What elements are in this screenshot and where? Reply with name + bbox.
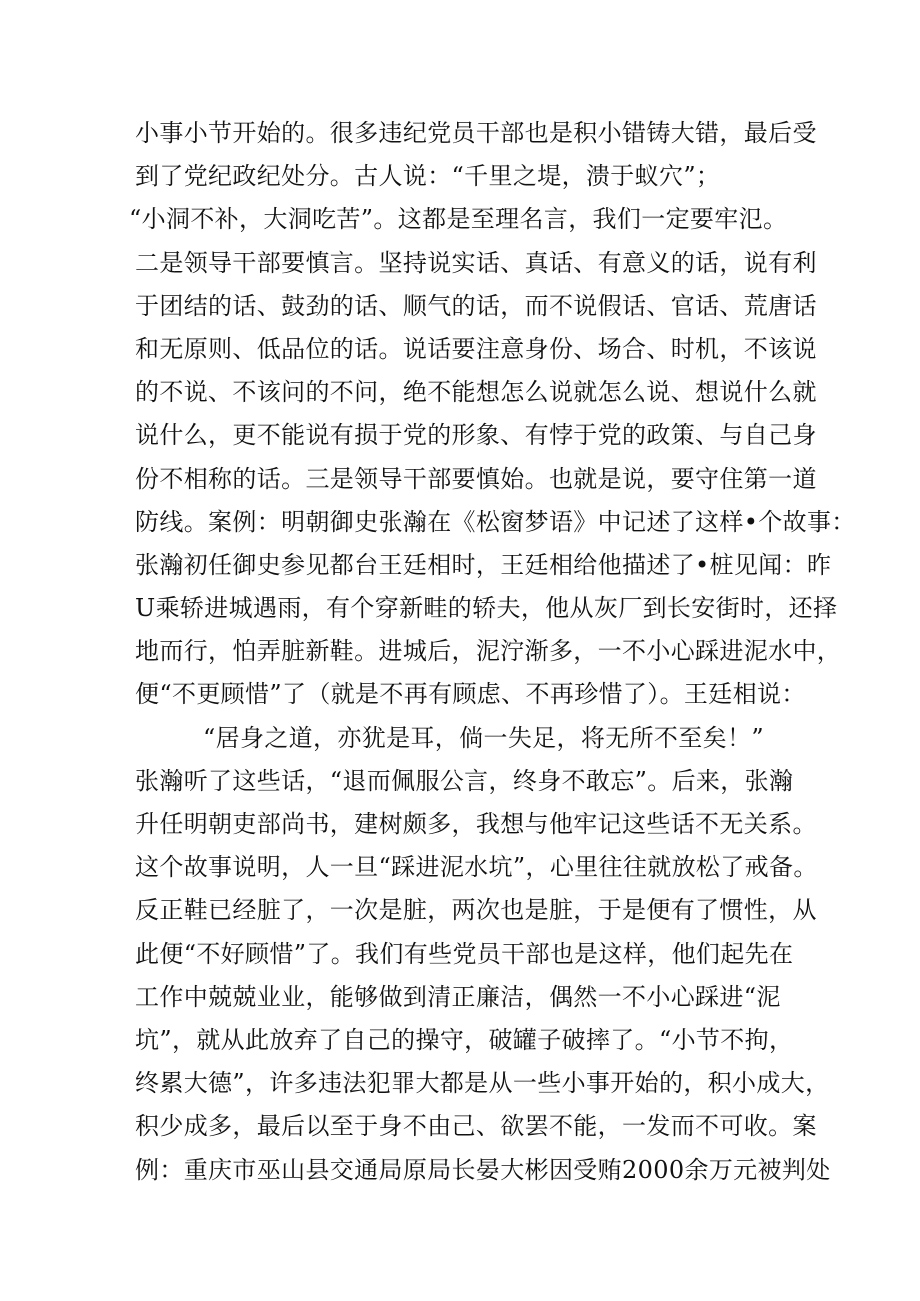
text-line: “小洞不补，大洞吃苦”。这都是至理名言，我们一定要牢氾。 xyxy=(129,205,788,234)
text-line: 张瀚听了这些话，“退而佩服公言，终身不敢忘”。后来，张瀚 xyxy=(135,766,794,795)
text-line: 积少成多，最后以至于身不由己、欲罢不能，一发而不可收。案 xyxy=(135,1112,817,1141)
text-line: 的不说、不该问的不问，绝不能想怎么说就怎么说、想说什么就 xyxy=(135,378,817,407)
text-line: 张瀚初任御史参见都台王廷相时，王廷相给他描述了•桩见闻：昨 xyxy=(135,550,832,579)
text-line: 于团结的话、鼓劲的话、顺气的话，而不说假话、官话、荒唐话 xyxy=(135,291,817,320)
text-line: 到了党纪政纪处分。古人说：“千里之堤，溃于蚁穴”； xyxy=(135,162,721,191)
quote-line: “居身之道，亦犹是耳，倘一失足，将无所不至矣！” xyxy=(203,723,764,752)
text-line: 说什么，更不能说有损于党的形象、有悖于党的政策、与自己身 xyxy=(135,421,817,450)
text-line: 工作中兢兢业业，能够做到清正廉洁，偶然一不小心踩进“泥 xyxy=(135,982,781,1011)
text-line: 反正鞋已经脏了，一次是脏，两次也是脏，于是便有了惯性，从 xyxy=(135,896,817,925)
text-line: 防线。案例：明朝御史张瀚在《松窗梦语》中记述了这样•个故事： xyxy=(135,507,856,536)
text-line: 终累大德”，许多违法犯罪大都是从一些小事开始的，积小成大， xyxy=(135,1069,830,1098)
text-line: 这个故事说明，人一旦“踩进泥水坑”，心里往往就放松了戒备。 xyxy=(135,853,818,882)
text-line: U乘轿进城遇雨，有个穿新畦的轿夫，他从灰厂到长安街时，还择 xyxy=(135,594,838,623)
text-line: 便“不更顾惜”了（就是不再有顾虑、不再珍惜了）。王廷相说： xyxy=(135,680,806,709)
text-line: 此便“不好顾惜”了。我们有些党员干部也是这样，他们起先在 xyxy=(135,939,794,968)
text-line: 地而行，怕弄脏新鞋。进城后，泥泞渐多，一不小心踩进泥水中， xyxy=(135,637,842,666)
text-line: 升任明朝吏部尚书，建树颇多，我想与他牢记这些话不无关系。 xyxy=(135,810,817,838)
text-line: 例：重庆市巫山县交通局原局长晏大彬因受贿2000余万元被判处 xyxy=(135,1155,831,1184)
text-line: 二是领导干部要慎言。坚持说实话、真话、有意义的话，说有利 xyxy=(135,248,817,277)
text-line: 小事小节开始的。很多违纪党员干部也是积小错铸大错，最后受 xyxy=(135,119,817,147)
text-line: 和无原则、低品位的话。说话要注意身份、场合、时机，不该说 xyxy=(135,334,817,363)
text-line: 份不相称的话。三是领导干部要慎始。也就是说，要守住第一道 xyxy=(135,464,817,493)
text-line: 坑”，就从此放弃了自己的操守，破罐子破摔了。“小节不拘， xyxy=(135,1025,794,1054)
body-text xyxy=(129,112,856,1192)
